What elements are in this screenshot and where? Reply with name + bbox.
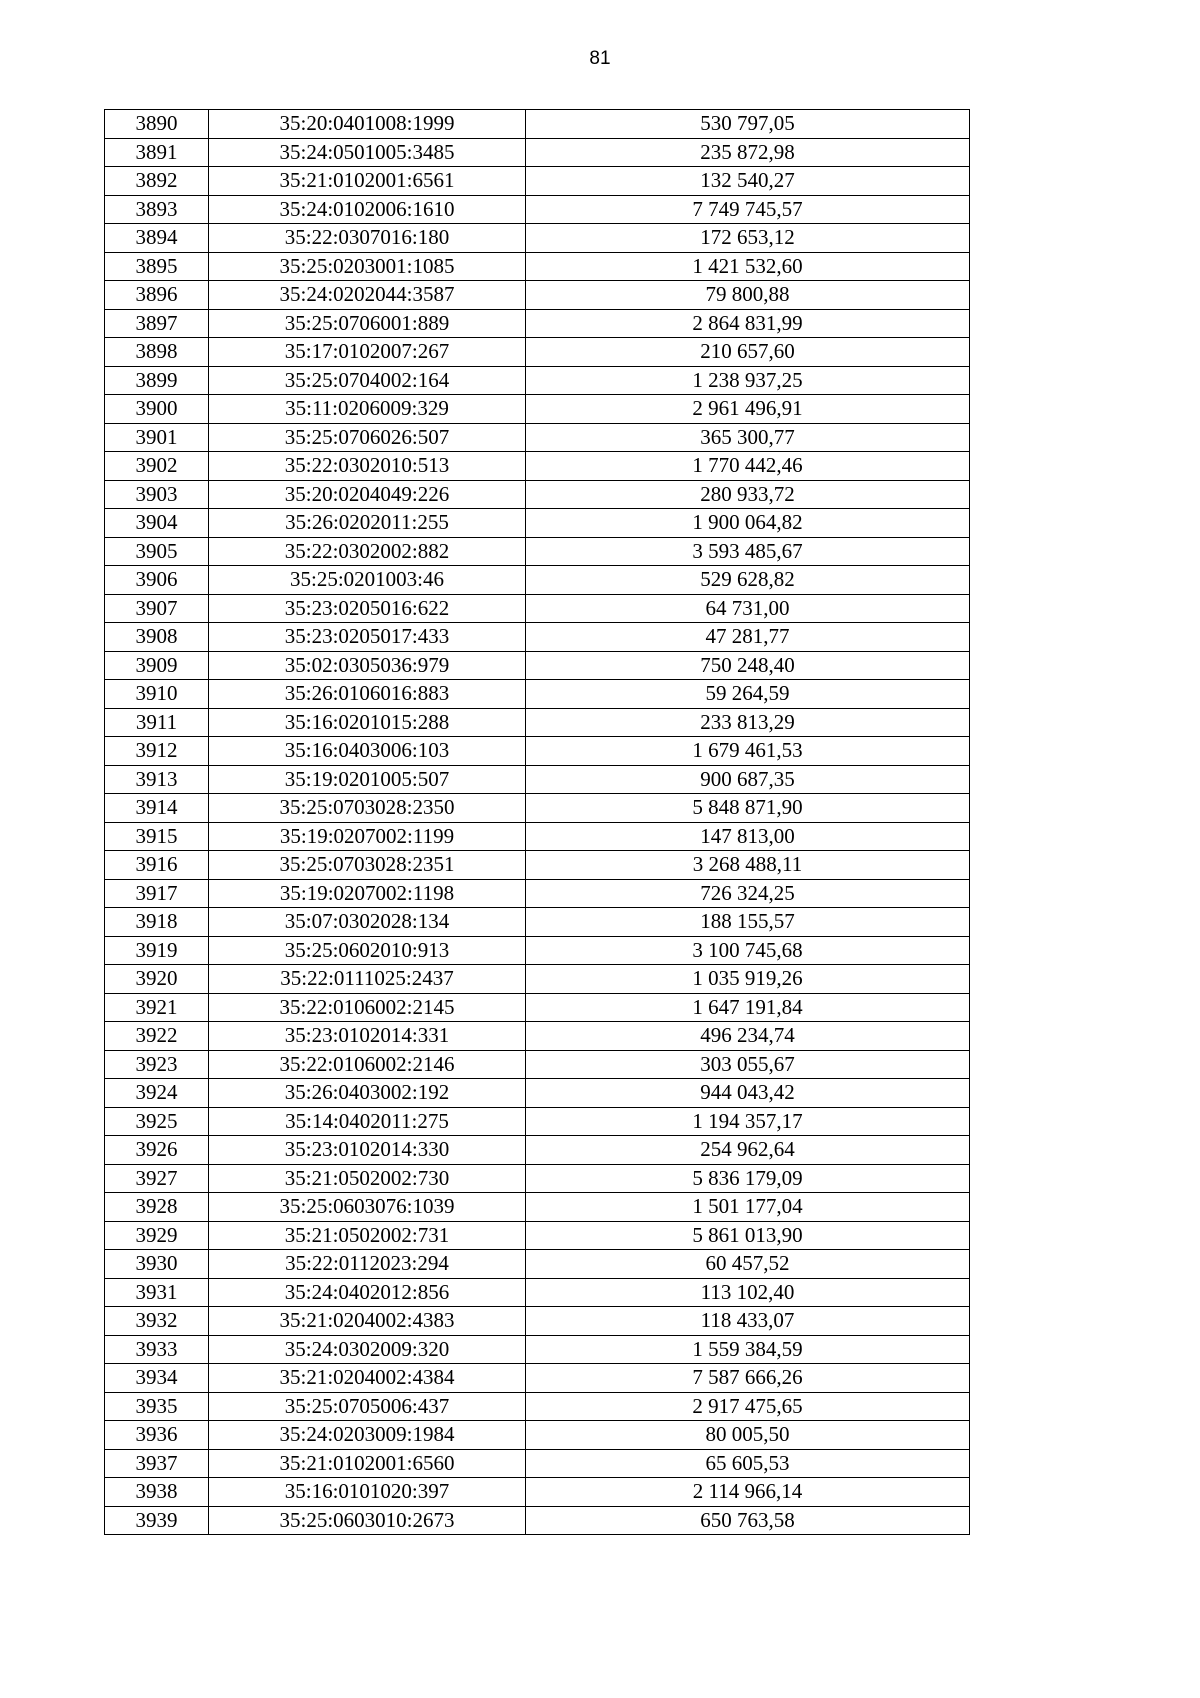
row-number-cell: 3935 [105, 1392, 209, 1421]
row-number-cell: 3901 [105, 423, 209, 452]
row-number-cell: 3924 [105, 1079, 209, 1108]
cadastral-number-cell: 35:25:0703028:2350 [209, 794, 526, 823]
cadastral-number-cell: 35:25:0706026:507 [209, 423, 526, 452]
row-number-cell: 3936 [105, 1421, 209, 1450]
cadastral-value-cell: 900 687,35 [526, 765, 970, 794]
row-number-cell: 3890 [105, 110, 209, 139]
table-row [105, 395, 970, 424]
table-row [105, 965, 970, 994]
cadastral-value-cell: 79 800,88 [526, 281, 970, 310]
cadastral-number-cell: 35:22:0111025:2437 [209, 965, 526, 994]
cadastral-number-cell: 35:16:0101020:397 [209, 1478, 526, 1507]
row-number-cell: 3898 [105, 338, 209, 367]
row-number-cell: 3928 [105, 1193, 209, 1222]
cadastral-number-cell: 35:22:0307016:180 [209, 224, 526, 253]
cadastral-value-cell: 233 813,29 [526, 708, 970, 737]
row-number-cell: 3938 [105, 1478, 209, 1507]
cadastral-number-cell: 35:25:0704002:164 [209, 366, 526, 395]
cadastral-value-cell: 944 043,42 [526, 1079, 970, 1108]
cadastral-value-cell: 5 848 871,90 [526, 794, 970, 823]
row-number-cell: 3930 [105, 1250, 209, 1279]
cadastral-number-cell: 35:26:0202011:255 [209, 509, 526, 538]
cadastral-value-cell: 235 872,98 [526, 138, 970, 167]
cadastral-number-cell: 35:19:0201005:507 [209, 765, 526, 794]
table-row [105, 1164, 970, 1193]
row-number-cell: 3907 [105, 594, 209, 623]
cadastral-value-cell: 1 501 177,04 [526, 1193, 970, 1222]
table-row [105, 1278, 970, 1307]
cadastral-number-cell: 35:25:0703028:2351 [209, 851, 526, 880]
cadastral-number-cell: 35:21:0204002:4383 [209, 1307, 526, 1336]
row-number-cell: 3931 [105, 1278, 209, 1307]
cadastral-value-cell: 2 917 475,65 [526, 1392, 970, 1421]
cadastral-number-cell: 35:23:0102014:330 [209, 1136, 526, 1165]
table-row [105, 1221, 970, 1250]
row-number-cell: 3929 [105, 1221, 209, 1250]
cadastral-number-cell: 35:26:0106016:883 [209, 680, 526, 709]
cadastral-value-cell: 1 194 357,17 [526, 1107, 970, 1136]
table-row [105, 737, 970, 766]
row-number-cell: 3939 [105, 1506, 209, 1535]
row-number-cell: 3904 [105, 509, 209, 538]
cadastral-value-cell: 2 961 496,91 [526, 395, 970, 424]
cadastral-value-cell: 172 653,12 [526, 224, 970, 253]
row-number-cell: 3899 [105, 366, 209, 395]
cadastral-value-cell: 3 593 485,67 [526, 537, 970, 566]
row-number-cell: 3892 [105, 167, 209, 196]
cadastral-number-cell: 35:14:0402011:275 [209, 1107, 526, 1136]
row-number-cell: 3902 [105, 452, 209, 481]
cadastral-number-cell: 35:24:0203009:1984 [209, 1421, 526, 1450]
cadastral-number-cell: 35:21:0102001:6560 [209, 1449, 526, 1478]
table-row [105, 651, 970, 680]
cadastral-value-cell: 3 268 488,11 [526, 851, 970, 880]
row-number-cell: 3908 [105, 623, 209, 652]
table-row [105, 252, 970, 281]
cadastral-value-cell: 1 679 461,53 [526, 737, 970, 766]
cadastral-value-cell: 750 248,40 [526, 651, 970, 680]
table-row [105, 594, 970, 623]
cadastral-value-cell: 1 035 919,26 [526, 965, 970, 994]
row-number-cell: 3896 [105, 281, 209, 310]
table-row [105, 1449, 970, 1478]
cadastral-value-cell: 1 647 191,84 [526, 993, 970, 1022]
row-number-cell: 3921 [105, 993, 209, 1022]
table-row [105, 1392, 970, 1421]
cadastral-number-cell: 35:26:0403002:192 [209, 1079, 526, 1108]
cadastral-number-cell: 35:21:0502002:731 [209, 1221, 526, 1250]
cadastral-number-cell: 35:20:0401008:1999 [209, 110, 526, 139]
row-number-cell: 3915 [105, 822, 209, 851]
table-row [105, 936, 970, 965]
cadastral-number-cell: 35:24:0102006:1610 [209, 195, 526, 224]
row-number-cell: 3919 [105, 936, 209, 965]
row-number-cell: 3913 [105, 765, 209, 794]
table-row [105, 452, 970, 481]
cadastral-number-cell: 35:25:0603010:2673 [209, 1506, 526, 1535]
cadastral-value-cell: 2 114 966,14 [526, 1478, 970, 1507]
cadastral-number-cell: 35:11:0206009:329 [209, 395, 526, 424]
cadastral-number-cell: 35:22:0106002:2145 [209, 993, 526, 1022]
table-row [105, 1307, 970, 1336]
row-number-cell: 3926 [105, 1136, 209, 1165]
row-number-cell: 3905 [105, 537, 209, 566]
table-row [105, 623, 970, 652]
cadastral-number-cell: 35:23:0205016:622 [209, 594, 526, 623]
cadastral-value-cell: 147 813,00 [526, 822, 970, 851]
cadastral-number-cell: 35:25:0201003:46 [209, 566, 526, 595]
cadastral-number-cell: 35:25:0603076:1039 [209, 1193, 526, 1222]
row-number-cell: 3932 [105, 1307, 209, 1336]
table-row [105, 879, 970, 908]
cadastral-number-cell: 35:02:0305036:979 [209, 651, 526, 680]
row-number-cell: 3914 [105, 794, 209, 823]
row-number-cell: 3934 [105, 1364, 209, 1393]
table-row [105, 1335, 970, 1364]
cadastral-value-cell: 47 281,77 [526, 623, 970, 652]
table-row [105, 167, 970, 196]
cadastral-number-cell: 35:19:0207002:1199 [209, 822, 526, 851]
cadastral-number-cell: 35:23:0205017:433 [209, 623, 526, 652]
cadastral-value-cell: 188 155,57 [526, 908, 970, 937]
table-row [105, 1250, 970, 1279]
cadastral-number-cell: 35:22:0112023:294 [209, 1250, 526, 1279]
cadastral-number-cell: 35:24:0202044:3587 [209, 281, 526, 310]
table-row [105, 1193, 970, 1222]
row-number-cell: 3910 [105, 680, 209, 709]
cadastral-value-cell: 3 100 745,68 [526, 936, 970, 965]
table-row [105, 993, 970, 1022]
table-row [105, 1478, 970, 1507]
row-number-cell: 3920 [105, 965, 209, 994]
cadastral-value-cell: 529 628,82 [526, 566, 970, 595]
cadastral-value-cell: 65 605,53 [526, 1449, 970, 1478]
table-row [105, 1506, 970, 1535]
cadastral-value-cell: 113 102,40 [526, 1278, 970, 1307]
cadastral-number-cell: 35:25:0602010:913 [209, 936, 526, 965]
cadastral-number-cell: 35:17:0102007:267 [209, 338, 526, 367]
page-number: 81 [589, 48, 611, 69]
cadastral-value-cell: 59 264,59 [526, 680, 970, 709]
row-number-cell: 3893 [105, 195, 209, 224]
table-row [105, 794, 970, 823]
row-number-cell: 3918 [105, 908, 209, 937]
table-row [105, 224, 970, 253]
cadastral-value-cell: 303 055,67 [526, 1050, 970, 1079]
cadastral-value-cell: 254 962,64 [526, 1136, 970, 1165]
cadastral-value-cell: 530 797,05 [526, 110, 970, 139]
table-row [105, 851, 970, 880]
table-row [105, 908, 970, 937]
cadastral-value-cell: 7 587 666,26 [526, 1364, 970, 1393]
table-row [105, 366, 970, 395]
table-row [105, 1364, 970, 1393]
table-row [105, 423, 970, 452]
row-number-cell: 3937 [105, 1449, 209, 1478]
row-number-cell: 3895 [105, 252, 209, 281]
cadastral-number-cell: 35:25:0705006:437 [209, 1392, 526, 1421]
table-row [105, 566, 970, 595]
cadastral-number-cell: 35:25:0203001:1085 [209, 252, 526, 281]
cadastral-number-cell: 35:24:0302009:320 [209, 1335, 526, 1364]
cadastral-number-cell: 35:21:0502002:730 [209, 1164, 526, 1193]
cadastral-number-cell: 35:24:0501005:3485 [209, 138, 526, 167]
table-row [105, 537, 970, 566]
table-row [105, 822, 970, 851]
cadastral-number-cell: 35:24:0402012:856 [209, 1278, 526, 1307]
cadastral-value-cell: 496 234,74 [526, 1022, 970, 1051]
row-number-cell: 3922 [105, 1022, 209, 1051]
cadastral-number-cell: 35:19:0207002:1198 [209, 879, 526, 908]
row-number-cell: 3894 [105, 224, 209, 253]
cadastral-number-cell: 35:25:0706001:889 [209, 309, 526, 338]
table-row [105, 1107, 970, 1136]
row-number-cell: 3906 [105, 566, 209, 595]
table-row [105, 1421, 970, 1450]
cadastral-number-cell: 35:22:0106002:2146 [209, 1050, 526, 1079]
table-row [105, 1050, 970, 1079]
cadastral-value-cell: 132 540,27 [526, 167, 970, 196]
table-row [105, 708, 970, 737]
cadastral-value-cell: 650 763,58 [526, 1506, 970, 1535]
row-number-cell: 3891 [105, 138, 209, 167]
table-body [105, 110, 970, 1535]
row-number-cell: 3916 [105, 851, 209, 880]
cadastral-value-cell: 1 421 532,60 [526, 252, 970, 281]
table-row [105, 509, 970, 538]
cadastral-number-cell: 35:22:0302010:513 [209, 452, 526, 481]
row-number-cell: 3900 [105, 395, 209, 424]
table-row [105, 195, 970, 224]
row-number-cell: 3911 [105, 708, 209, 737]
cadastral-number-cell: 35:07:0302028:134 [209, 908, 526, 937]
cadastral-value-cell: 60 457,52 [526, 1250, 970, 1279]
table-row [105, 338, 970, 367]
cadastral-value-cell: 7 749 745,57 [526, 195, 970, 224]
table-row [105, 1136, 970, 1165]
row-number-cell: 3925 [105, 1107, 209, 1136]
cadastral-value-cell: 210 657,60 [526, 338, 970, 367]
cadastral-value-cell: 1 770 442,46 [526, 452, 970, 481]
table-row [105, 1022, 970, 1051]
cadastral-value-cell: 726 324,25 [526, 879, 970, 908]
cadastral-number-cell: 35:20:0204049:226 [209, 480, 526, 509]
cadastral-number-cell: 35:22:0302002:882 [209, 537, 526, 566]
cadastral-number-cell: 35:23:0102014:331 [209, 1022, 526, 1051]
row-number-cell: 3917 [105, 879, 209, 908]
cadastral-value-cell: 1 900 064,82 [526, 509, 970, 538]
cadastral-number-cell: 35:16:0201015:288 [209, 708, 526, 737]
cadastral-value-cell: 280 933,72 [526, 480, 970, 509]
row-number-cell: 3933 [105, 1335, 209, 1364]
cadastral-value-cell: 2 864 831,99 [526, 309, 970, 338]
row-number-cell: 3903 [105, 480, 209, 509]
cadastral-value-cell: 5 836 179,09 [526, 1164, 970, 1193]
cadastral-number-cell: 35:16:0403006:103 [209, 737, 526, 766]
table-row [105, 1079, 970, 1108]
cadastral-number-cell: 35:21:0204002:4384 [209, 1364, 526, 1393]
row-number-cell: 3897 [105, 309, 209, 338]
table-row [105, 138, 970, 167]
cadastral-value-cell: 80 005,50 [526, 1421, 970, 1450]
table-row [105, 765, 970, 794]
table-row [105, 110, 970, 139]
row-number-cell: 3927 [105, 1164, 209, 1193]
table-row [105, 480, 970, 509]
row-number-cell: 3912 [105, 737, 209, 766]
cadastral-value-cell: 1 559 384,59 [526, 1335, 970, 1364]
cadastral-value-cell: 1 238 937,25 [526, 366, 970, 395]
cadastral-value-cell: 5 861 013,90 [526, 1221, 970, 1250]
cadastral-value-cell: 365 300,77 [526, 423, 970, 452]
cadastral-number-cell: 35:21:0102001:6561 [209, 167, 526, 196]
table-row [105, 680, 970, 709]
cadastral-value-table [104, 109, 970, 1535]
row-number-cell: 3909 [105, 651, 209, 680]
table-row [105, 309, 970, 338]
row-number-cell: 3923 [105, 1050, 209, 1079]
cadastral-value-cell: 118 433,07 [526, 1307, 970, 1336]
table-row [105, 281, 970, 310]
cadastral-value-cell: 64 731,00 [526, 594, 970, 623]
